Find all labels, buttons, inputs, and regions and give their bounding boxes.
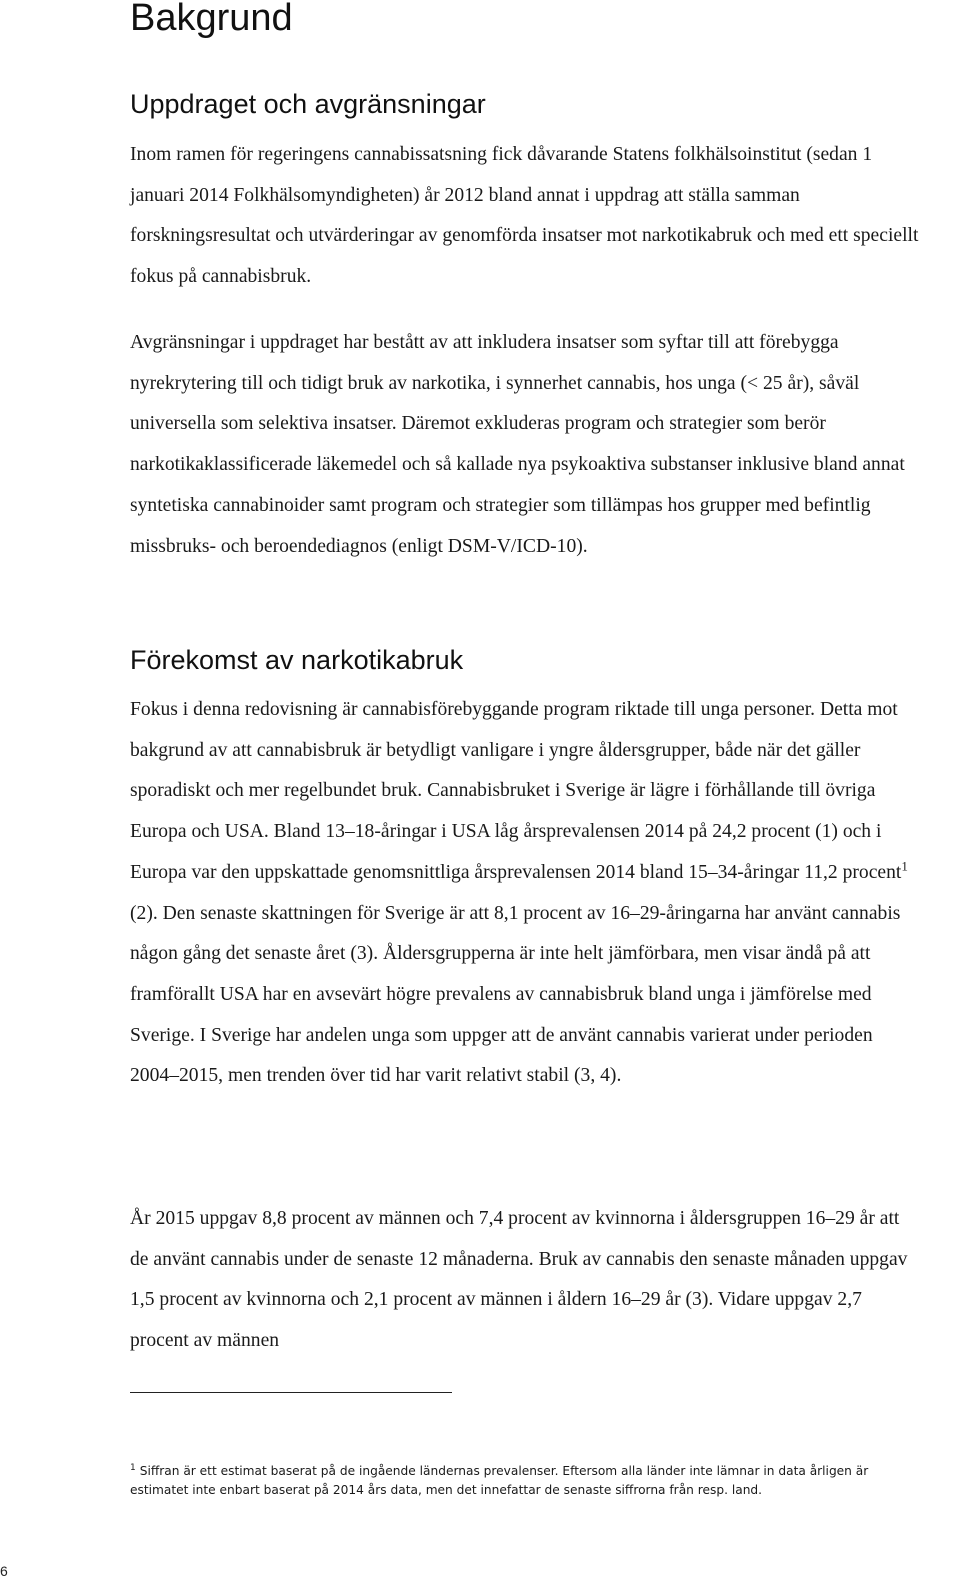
footnote-marker: 1 xyxy=(130,1462,136,1473)
paragraph-uppdraget: Inom ramen för regeringens cannabissatsning fick dåvarande Statens folkhälsoinstitut (sedan 1 januari 2014 Folkhälsomyndigheten) år 2012 bland annat i uppdrag att ställa samman forskningsresultat och utvärderingar av genomförda insatser mot narkotikabruk och med ett speciellt fokus på cannabisbruk. xyxy=(130,144,919,288)
footnote-divider xyxy=(130,1392,452,1393)
paragraph-avgransningar: Avgränsningar i uppdraget har bestått av att inkludera insatser som syftar till att förebygga nyrekrytering till och tidigt bruk av narkotika, i synnerhet cannabis, hos unga (< 25 år), såväl universella som selektiva insatser. Däremot exkluderas program och strategier som berör narkotikaklassificerade läkemedel och så kallade nya psykoaktiva substanser inklusive bland annat syntetiska cannabinoider samt program och strategier som tillämpas hos grupper med befintlig missbruks- och beroendediagnos (enligt DSM-V/ICD-10). xyxy=(130,332,905,557)
footnote xyxy=(130,1462,920,1500)
footnote-reference[interactable]: 1 xyxy=(901,858,908,874)
footnote-text: Siffran är ett estimat baserat på de ingående ländernas prevalenser. Eftersom alla länder inte lämnar in data årligen är estimatet inte enbart baserat på 2014 års data, men det innefattar de senaste siffrorna från resp. land. xyxy=(130,1464,869,1497)
paragraph-forekomst-part1: Fokus i denna redovisning är cannabisförebyggande program riktade till unga personer. Detta mot bakgrund av att cannabisbruk är betydligt vanligare i yngre åldersgrupper, både när det gäller sporadiskt och mer regelbundet bruk. Cannabisbruket i Sverige är lägre i förhållande till övriga Europa och USA. Bland 13–18-åringar i USA låg årsprevalensen 2014 på 24,2 procent (1) och i Europa var den uppskattade genomsnittliga årsprevalensen 2014 bland 15–34-åringar 11,2 procent xyxy=(130,699,902,883)
paragraph-forekomst xyxy=(130,690,920,1097)
paragraph-forekomst-part2: (2). Den senaste skattningen för Sverige är att 8,1 procent av 16–29-åringarna har använt cannabis någon gång det senaste året (3). Åldersgrupperna är inte helt jämförbara, men visar ändå på att framförallt USA har en avsevärt högre prevalens av cannabisbruk bland unga i jämförelse med Sverige. I Sverige har andelen unga som uppger att de använt cannabis varierat under perioden 2004–2015, men trenden över tid har varit relativt stabil (3, 4). xyxy=(130,902,901,1087)
page-title: Bakgrund xyxy=(130,0,293,39)
section-heading-uppdraget: Uppdraget och avgränsningar xyxy=(130,89,486,119)
section-heading-forekomst: Förekomst av narkotikabruk xyxy=(130,645,464,675)
page-number: 6 xyxy=(0,1563,8,1579)
paragraph-ar-2015: År 2015 uppgav 8,8 procent av männen och 7,4 procent av kvinnorna i åldersgruppen 16–29 år att de använt cannabis under de senaste 12 månaderna. Bruk av cannabis den senaste månaden uppgav 1,5 procent av kvinnorna och 2,1 procent av männen i åldern 16–29 år (3). Vidare uppgav 2,7 procent av männen xyxy=(130,1208,908,1352)
